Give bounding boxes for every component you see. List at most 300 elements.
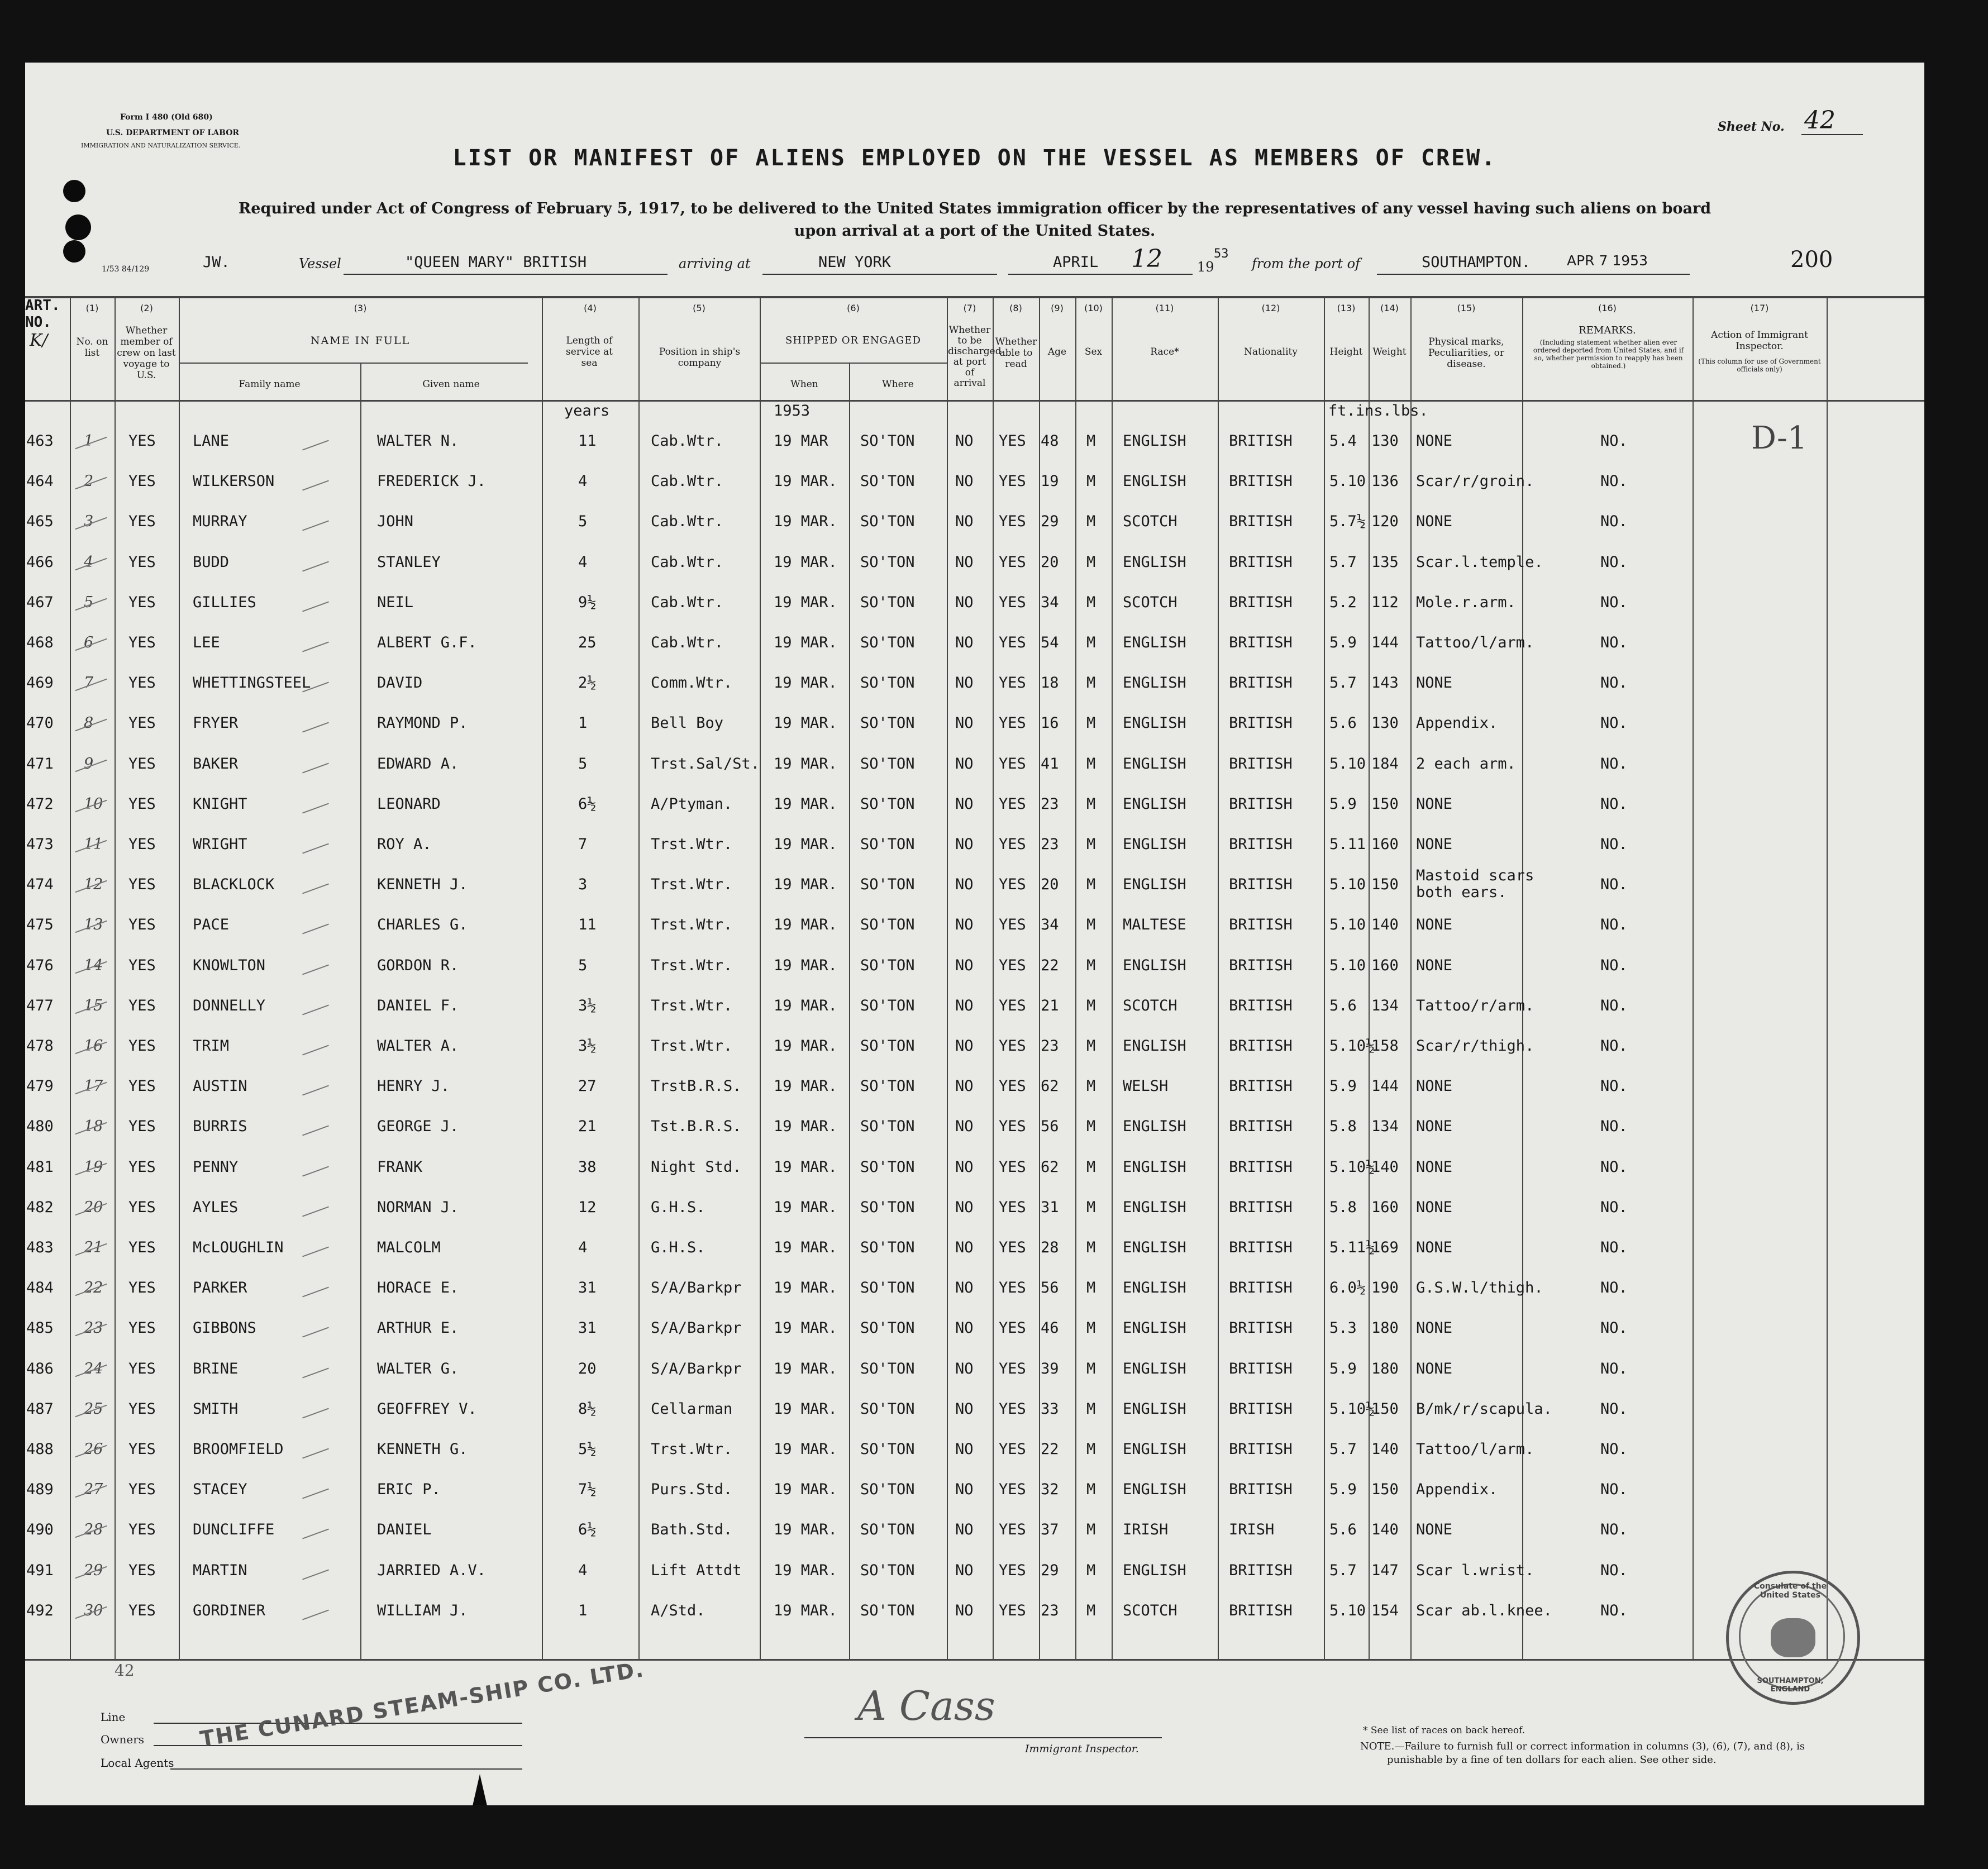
list-number-cell: 11 bbox=[84, 836, 103, 853]
given-name-cell: JOHN bbox=[377, 513, 414, 531]
sheet-label: Sheet No. bbox=[1718, 120, 1785, 134]
last-voyage-cell: YES bbox=[128, 1239, 156, 1256]
service-years-cell: 5 bbox=[578, 956, 588, 974]
list-number-cell: 29 bbox=[84, 1561, 103, 1579]
family-name-cell: BUDD bbox=[193, 553, 230, 571]
art-number-cell: 465 bbox=[26, 513, 54, 531]
position-cell: Trst.Wtr. bbox=[651, 876, 733, 894]
physical-marks-cell: Tattoo/l/arm. bbox=[1416, 1441, 1534, 1458]
age-cell: 20 bbox=[1041, 876, 1059, 894]
pencil-tick bbox=[302, 964, 329, 975]
position-cell: Trst.Wtr. bbox=[651, 916, 733, 934]
able-to-read-cell: YES bbox=[999, 997, 1026, 1014]
discharge-cell: NO bbox=[955, 1239, 974, 1256]
pencil-tick bbox=[302, 1367, 329, 1378]
shipped-where-cell: SO'TON bbox=[860, 432, 915, 450]
able-to-read-cell: YES bbox=[999, 755, 1026, 773]
height-cell: 5.11 bbox=[1329, 836, 1366, 853]
age-cell: 29 bbox=[1041, 513, 1059, 531]
shipped-when-cell: 19 MAR bbox=[774, 432, 828, 450]
discharge-cell: NO bbox=[955, 1441, 974, 1458]
shipped-where-cell: SO'TON bbox=[860, 1561, 915, 1579]
sex-cell: M bbox=[1086, 1198, 1096, 1216]
remarks-cell: NO. bbox=[1600, 1279, 1628, 1297]
arriving-underline bbox=[762, 274, 997, 275]
table-row bbox=[25, 1199, 1924, 1232]
art-number-cell: 473 bbox=[26, 836, 54, 853]
col-number: (12) bbox=[1261, 303, 1280, 313]
last-voyage-cell: YES bbox=[128, 836, 156, 853]
height-cell: 5.7 bbox=[1329, 674, 1357, 692]
col-number: (9) bbox=[1051, 303, 1064, 313]
family-name-cell: WILKERSON bbox=[193, 473, 275, 490]
nationality-cell: BRITISH bbox=[1229, 1198, 1293, 1216]
height-cell: 5.3 bbox=[1329, 1319, 1357, 1337]
remarks-header: REMARKS. bbox=[1579, 325, 1636, 336]
shipped-year: 1953 bbox=[774, 402, 811, 419]
position-cell: A/Ptyman. bbox=[651, 795, 733, 813]
list-number-cell: 1 bbox=[84, 432, 94, 450]
table-row bbox=[25, 1279, 1924, 1313]
able-to-read-cell: YES bbox=[999, 795, 1026, 813]
sex-cell: M bbox=[1086, 1037, 1096, 1055]
discharge-cell: NO bbox=[955, 997, 974, 1014]
position-cell: Bath.Std. bbox=[651, 1521, 733, 1539]
discharge-cell: NO bbox=[955, 1601, 974, 1619]
physical-marks-cell: Scar ab.l.knee. bbox=[1416, 1601, 1552, 1619]
discharge-cell: NO bbox=[955, 634, 974, 651]
nationality-cell: BRITISH bbox=[1229, 1601, 1293, 1619]
pencil-tick bbox=[302, 1206, 329, 1217]
shipped-where-cell: SO'TON bbox=[860, 1521, 915, 1539]
shipped-where-cell: SO'TON bbox=[860, 795, 915, 813]
race-cell: SCOTCH bbox=[1123, 513, 1177, 531]
height-cell: 5.11½ bbox=[1329, 1239, 1375, 1256]
inspector-note: D-1 bbox=[1751, 420, 1808, 456]
sex-cell: M bbox=[1086, 836, 1096, 853]
given-name-cell: STANLEY bbox=[377, 553, 441, 571]
art-number-cell: 476 bbox=[26, 956, 54, 974]
discharge-cell: NO bbox=[955, 1481, 974, 1499]
art-number-cell: 472 bbox=[26, 795, 54, 813]
remarks-cell: NO. bbox=[1600, 1158, 1628, 1176]
discharge-cell: NO bbox=[955, 1360, 974, 1377]
last-voyage-cell: YES bbox=[128, 634, 156, 651]
position-cell: Bell Boy bbox=[651, 714, 724, 732]
sex-cell: M bbox=[1086, 1360, 1096, 1377]
art-number-cell: 481 bbox=[26, 1158, 54, 1176]
family-name-cell: GIBBONS bbox=[193, 1319, 256, 1337]
service-years-cell: 11 bbox=[578, 916, 597, 934]
family-name-cell: GILLIES bbox=[193, 593, 256, 611]
race-cell: ENGLISH bbox=[1123, 1561, 1186, 1579]
table-row bbox=[25, 1360, 1924, 1394]
arriving-port: NEW YORK bbox=[818, 254, 891, 271]
age-cell: 48 bbox=[1041, 432, 1059, 450]
height-cell: 5.10½ bbox=[1329, 1158, 1375, 1176]
shipped-when-cell: 19 MAR. bbox=[774, 1118, 837, 1136]
shipped-when-cell: 19 MAR. bbox=[774, 1481, 837, 1499]
sex-cell: M bbox=[1086, 473, 1096, 490]
remarks-cell: NO. bbox=[1600, 1319, 1628, 1337]
physical-marks-cell: Scar.l.temple. bbox=[1416, 553, 1543, 571]
shipped-where-cell: SO'TON bbox=[860, 634, 915, 651]
shipped-where-cell: SO'TON bbox=[860, 836, 915, 853]
given-name-cell: JARRIED A.V. bbox=[377, 1561, 487, 1579]
age-cell: 23 bbox=[1041, 795, 1059, 813]
race-cell: ENGLISH bbox=[1123, 795, 1186, 813]
shipped-when-cell: 19 MAR. bbox=[774, 1601, 837, 1619]
table-row bbox=[25, 836, 1924, 869]
height-cell: 5.8 bbox=[1329, 1118, 1357, 1136]
service-years-cell: 38 bbox=[578, 1158, 597, 1176]
last-voyage-header: Whether member of crew on last voyage to U.S. bbox=[117, 325, 176, 381]
last-voyage-cell: YES bbox=[128, 714, 156, 732]
line-label: Line bbox=[101, 1710, 126, 1724]
discharge-cell: NO bbox=[955, 1077, 974, 1095]
punch-hole bbox=[63, 240, 85, 263]
last-voyage-cell: YES bbox=[128, 997, 156, 1014]
art-number-cell: 471 bbox=[26, 755, 54, 773]
physical-marks-cell-line2: both ears. bbox=[1416, 884, 1507, 902]
family-name-cell: DONNELLY bbox=[193, 997, 266, 1014]
age-cell: 37 bbox=[1041, 1521, 1059, 1539]
table-row bbox=[25, 1521, 1924, 1555]
shipped-where-cell: SO'TON bbox=[860, 916, 915, 934]
remarks-cell: NO. bbox=[1600, 1521, 1628, 1539]
pencil-tick bbox=[302, 601, 329, 612]
table-row bbox=[25, 674, 1924, 708]
margin-number: 200 bbox=[1790, 247, 1833, 273]
physical-marks-cell: Tattoo/l/arm. bbox=[1416, 634, 1534, 651]
race-cell: ENGLISH bbox=[1123, 1400, 1186, 1418]
able-to-read-cell: YES bbox=[999, 1077, 1026, 1095]
art-number-cell: 467 bbox=[26, 593, 54, 611]
service-years-cell: 4 bbox=[578, 1561, 588, 1579]
discharge-cell: NO bbox=[955, 432, 974, 450]
family-name-cell: WRIGHT bbox=[193, 836, 247, 853]
pencil-tick bbox=[302, 803, 329, 813]
col-number: (14) bbox=[1380, 303, 1399, 313]
sex-cell: M bbox=[1086, 1601, 1096, 1619]
service-years-cell: 1 bbox=[578, 714, 588, 732]
able-to-read-cell: YES bbox=[999, 593, 1026, 611]
given-name-cell: KENNETH G. bbox=[377, 1441, 468, 1458]
year-prefix: 19 bbox=[1197, 259, 1214, 275]
service-years-cell: 7 bbox=[578, 836, 588, 853]
sex-cell: M bbox=[1086, 714, 1096, 732]
race-cell: ENGLISH bbox=[1123, 1198, 1186, 1216]
weight-cell: 144 bbox=[1371, 634, 1399, 651]
physical-marks-cell: NONE bbox=[1416, 513, 1453, 531]
shipped-where-cell: SO'TON bbox=[860, 674, 915, 692]
table-row bbox=[25, 432, 1924, 466]
able-to-read-cell: YES bbox=[999, 956, 1026, 974]
pencil-tick bbox=[302, 1448, 329, 1459]
act-line-2: upon arrival at a port of the United States. bbox=[794, 222, 1156, 240]
shipped-when-cell: 19 MAR. bbox=[774, 1561, 837, 1579]
inspector-label: Immigrant Inspector. bbox=[1025, 1743, 1139, 1755]
sex-cell: M bbox=[1086, 795, 1096, 813]
service-years-cell: 31 bbox=[578, 1319, 597, 1337]
service-header: Length of service at sea bbox=[566, 335, 613, 369]
race-cell: ENGLISH bbox=[1123, 1118, 1186, 1136]
service-years-cell: 3½ bbox=[578, 1037, 597, 1055]
shipped-subrule bbox=[760, 363, 947, 364]
race-cell: MALTESE bbox=[1123, 916, 1186, 934]
service-years-cell: 5 bbox=[578, 755, 588, 773]
remarks-cell: NO. bbox=[1600, 755, 1628, 773]
age-cell: 39 bbox=[1041, 1360, 1059, 1377]
remarks-cell: NO. bbox=[1600, 1198, 1628, 1216]
height-cell: 5.9 bbox=[1329, 1360, 1357, 1377]
weight-cell: 190 bbox=[1371, 1279, 1399, 1297]
physical-marks-cell: B/mk/r/scapula. bbox=[1416, 1400, 1552, 1418]
marks-header: Physical marks, Peculiarities, or disease. bbox=[1428, 336, 1504, 370]
last-voyage-cell: YES bbox=[128, 473, 156, 490]
shipped-when-cell: 19 MAR. bbox=[774, 956, 837, 974]
age-cell: 20 bbox=[1041, 553, 1059, 571]
race-cell: ENGLISH bbox=[1123, 634, 1186, 651]
position-cell: Trst.Wtr. bbox=[651, 1441, 733, 1458]
pencil-tick bbox=[302, 1247, 329, 1257]
race-cell: ENGLISH bbox=[1123, 1360, 1186, 1377]
race-cell: ENGLISH bbox=[1123, 473, 1186, 490]
race-cell: ENGLISH bbox=[1123, 553, 1186, 571]
discharge-cell: NO bbox=[955, 1037, 974, 1055]
remarks-cell: NO. bbox=[1600, 432, 1628, 450]
table-row bbox=[25, 997, 1924, 1031]
able-to-read-cell: YES bbox=[999, 432, 1026, 450]
race-cell: SCOTCH bbox=[1123, 593, 1177, 611]
service-unit: years bbox=[564, 402, 610, 419]
family-name-cell: BLACKLOCK bbox=[193, 876, 275, 894]
family-name-cell: PARKER bbox=[193, 1279, 247, 1297]
given-name-cell: KENNETH J. bbox=[377, 876, 468, 894]
height-header: Height bbox=[1329, 346, 1363, 357]
family-name-cell: SMITH bbox=[193, 1400, 239, 1418]
table-row bbox=[25, 513, 1924, 546]
year-suffix: 53 bbox=[1214, 247, 1229, 261]
last-voyage-cell: YES bbox=[128, 1441, 156, 1458]
height-cell: 5.10 bbox=[1329, 1601, 1366, 1619]
shipped-when-cell: 19 MAR. bbox=[774, 1521, 837, 1539]
art-number-cell: 492 bbox=[26, 1601, 54, 1619]
no-on-list-header: No. on list bbox=[76, 336, 108, 359]
position-cell: Trst.Wtr. bbox=[651, 997, 733, 1014]
family-name-cell: KNIGHT bbox=[193, 795, 247, 813]
table-row bbox=[25, 957, 1924, 990]
physical-marks-cell: NONE bbox=[1416, 1319, 1453, 1337]
height-cell: 5.9 bbox=[1329, 1481, 1357, 1499]
pencil-tick bbox=[302, 722, 329, 733]
discharge-cell: NO bbox=[955, 1319, 974, 1337]
list-number-cell: 3 bbox=[84, 513, 94, 531]
last-voyage-cell: YES bbox=[128, 553, 156, 571]
given-name-cell: GEORGE J. bbox=[377, 1118, 459, 1136]
art-number-cell: 490 bbox=[26, 1521, 54, 1539]
family-name-cell: TRIM bbox=[193, 1037, 230, 1055]
height-cell: 5.10 bbox=[1329, 755, 1366, 773]
position-header: Position in ship's company bbox=[659, 346, 741, 369]
able-to-read-cell: YES bbox=[999, 1601, 1026, 1619]
pencil-tick bbox=[302, 1489, 329, 1499]
table-row bbox=[25, 1158, 1924, 1192]
last-voyage-cell: YES bbox=[128, 1037, 156, 1055]
remarks-cell: NO. bbox=[1600, 593, 1628, 611]
remarks-cell: NO. bbox=[1600, 1360, 1628, 1377]
table-row bbox=[25, 1077, 1924, 1111]
col-number: (6) bbox=[847, 303, 860, 313]
table-row bbox=[25, 755, 1924, 789]
weight-cell: 140 bbox=[1371, 1441, 1399, 1458]
remarks-cell: NO. bbox=[1600, 674, 1628, 692]
weight-cell: 154 bbox=[1371, 1601, 1399, 1619]
service-name: IMMIGRATION AND NATURALIZATION SERVICE. bbox=[81, 142, 241, 149]
race-cell: ENGLISH bbox=[1123, 1441, 1186, 1458]
physical-marks-cell: Scar l.wrist. bbox=[1416, 1561, 1534, 1579]
shipped-where-cell: SO'TON bbox=[860, 1198, 915, 1216]
act-line-1: Required under Act of Congress of February 5, 1917, to be delivered to the United States immigration officer by the representatives of any vessel having such aliens on board bbox=[238, 200, 1712, 217]
nationality-cell: BRITISH bbox=[1229, 1077, 1293, 1095]
able-to-read-cell: YES bbox=[999, 473, 1026, 490]
last-voyage-cell: YES bbox=[128, 1158, 156, 1176]
discharge-cell: NO bbox=[955, 916, 974, 934]
age-cell: 31 bbox=[1041, 1198, 1059, 1216]
shipped-when-cell: 19 MAR. bbox=[774, 755, 837, 773]
discharge-cell: NO bbox=[955, 674, 974, 692]
weight-cell: 140 bbox=[1371, 1158, 1399, 1176]
nationality-cell: BRITISH bbox=[1229, 755, 1293, 773]
remarks-cell: NO. bbox=[1600, 513, 1628, 531]
family-name-cell: BURRIS bbox=[193, 1118, 247, 1136]
weight-cell: 130 bbox=[1371, 714, 1399, 732]
col-number: (16) bbox=[1598, 303, 1617, 313]
race-cell: ENGLISH bbox=[1123, 1037, 1186, 1055]
read-header: Whether able to read bbox=[995, 336, 1037, 370]
inspector-signature: A Cass bbox=[857, 1682, 995, 1729]
nationality-cell: BRITISH bbox=[1229, 1118, 1293, 1136]
shipped-when-cell: 19 MAR. bbox=[774, 1198, 837, 1216]
col-number: (4) bbox=[584, 303, 597, 313]
weight-cell: 180 bbox=[1371, 1360, 1399, 1377]
able-to-read-cell: YES bbox=[999, 553, 1026, 571]
race-cell: ENGLISH bbox=[1123, 432, 1186, 450]
departure-date: APR 7 1953 bbox=[1567, 252, 1648, 269]
physical-marks-cell: NONE bbox=[1416, 1239, 1453, 1256]
height-cell: 5.7½ bbox=[1329, 513, 1366, 531]
art-number-cell: 474 bbox=[26, 876, 54, 894]
service-years-cell: 4 bbox=[578, 553, 588, 571]
art-number-cell: 464 bbox=[26, 473, 54, 490]
weight-cell: 184 bbox=[1371, 755, 1399, 773]
height-cell: 5.4 bbox=[1329, 432, 1357, 450]
height-cell: 5.8 bbox=[1329, 1198, 1357, 1216]
torn-mark bbox=[471, 1774, 489, 1805]
sex-cell: M bbox=[1086, 916, 1096, 934]
height-cell: 5.9 bbox=[1329, 634, 1357, 651]
table-row bbox=[25, 916, 1924, 950]
race-cell: SCOTCH bbox=[1123, 997, 1177, 1014]
header-bottom-rule bbox=[25, 400, 1924, 402]
given-name-cell: GORDON R. bbox=[377, 956, 459, 974]
given-name-cell: WALTER G. bbox=[377, 1360, 459, 1377]
nationality-cell: BRITISH bbox=[1229, 553, 1293, 571]
sheet-underline bbox=[1801, 134, 1863, 135]
table-row bbox=[25, 1239, 1924, 1272]
position-cell: Cab.Wtr. bbox=[651, 513, 724, 531]
table-row bbox=[25, 714, 1924, 748]
table-row bbox=[25, 1441, 1924, 1474]
art-number-cell: 469 bbox=[26, 674, 54, 692]
remarks-cell: NO. bbox=[1600, 553, 1628, 571]
position-cell: Trst.Wtr. bbox=[651, 1037, 733, 1055]
shipped-where-cell: SO'TON bbox=[860, 1360, 915, 1377]
shipped-when-cell: 19 MAR. bbox=[774, 593, 837, 611]
nationality-cell: BRITISH bbox=[1229, 714, 1293, 732]
list-number-cell: 14 bbox=[84, 956, 103, 974]
table-row bbox=[25, 594, 1924, 627]
nationality-cell: IRISH bbox=[1229, 1521, 1275, 1539]
discharge-cell: NO bbox=[955, 553, 974, 571]
shipped-when-cell: 19 MAR. bbox=[774, 553, 837, 571]
given-name-cell: ERIC P. bbox=[377, 1481, 441, 1499]
age-cell: 33 bbox=[1041, 1400, 1059, 1418]
shipped-where-cell: SO'TON bbox=[860, 1279, 915, 1297]
races-note: * See list of races on back hereof. bbox=[1363, 1725, 1525, 1736]
nationality-cell: BRITISH bbox=[1229, 1037, 1293, 1055]
last-voyage-cell: YES bbox=[128, 1601, 156, 1619]
given-name-cell: ALBERT G.F. bbox=[377, 634, 477, 651]
given-name-cell: DANIEL bbox=[377, 1521, 432, 1539]
race-cell: ENGLISH bbox=[1123, 1319, 1186, 1337]
sex-cell: M bbox=[1086, 1400, 1096, 1418]
arrival-month: APRIL bbox=[1053, 254, 1099, 271]
physical-marks-cell: Tattoo/r/arm. bbox=[1416, 997, 1534, 1014]
date-underline bbox=[1008, 274, 1193, 275]
list-number-cell: 18 bbox=[84, 1118, 103, 1136]
weight-cell: 158 bbox=[1371, 1037, 1399, 1055]
family-name-cell: LEE bbox=[193, 634, 220, 651]
table-row bbox=[25, 1562, 1924, 1595]
weight-cell: 180 bbox=[1371, 1319, 1399, 1337]
penalty-note-2: punishable by a fine of ten dollars for each alien. See other side. bbox=[1387, 1754, 1717, 1766]
shipped-where-cell: SO'TON bbox=[860, 1077, 915, 1095]
shipped-where-cell: SO'TON bbox=[860, 593, 915, 611]
race-cell: ENGLISH bbox=[1123, 714, 1186, 732]
able-to-read-cell: YES bbox=[999, 1158, 1026, 1176]
col-number: (3) bbox=[354, 303, 367, 313]
art-number-cell: 486 bbox=[26, 1360, 54, 1377]
discharge-cell: NO bbox=[955, 1561, 974, 1579]
list-number-cell: 7 bbox=[84, 674, 94, 692]
nationality-cell: BRITISH bbox=[1229, 593, 1293, 611]
given-name-cell: WILLIAM J. bbox=[377, 1601, 468, 1619]
table-top-rule bbox=[25, 296, 1924, 298]
owners-label: Owners bbox=[101, 1733, 145, 1746]
sex-header: Sex bbox=[1084, 346, 1103, 357]
table-row bbox=[25, 795, 1924, 829]
last-voyage-cell: YES bbox=[128, 674, 156, 692]
position-cell: S/A/Barkpr bbox=[651, 1279, 742, 1297]
age-cell: 54 bbox=[1041, 634, 1059, 651]
position-cell: S/A/Barkpr bbox=[651, 1360, 742, 1377]
family-name-cell: BAKER bbox=[193, 755, 239, 773]
race-cell: ENGLISH bbox=[1123, 836, 1186, 853]
arrival-day: 12 bbox=[1131, 245, 1162, 273]
pencil-tick bbox=[302, 924, 329, 935]
shipped-where-cell: SO'TON bbox=[860, 755, 915, 773]
